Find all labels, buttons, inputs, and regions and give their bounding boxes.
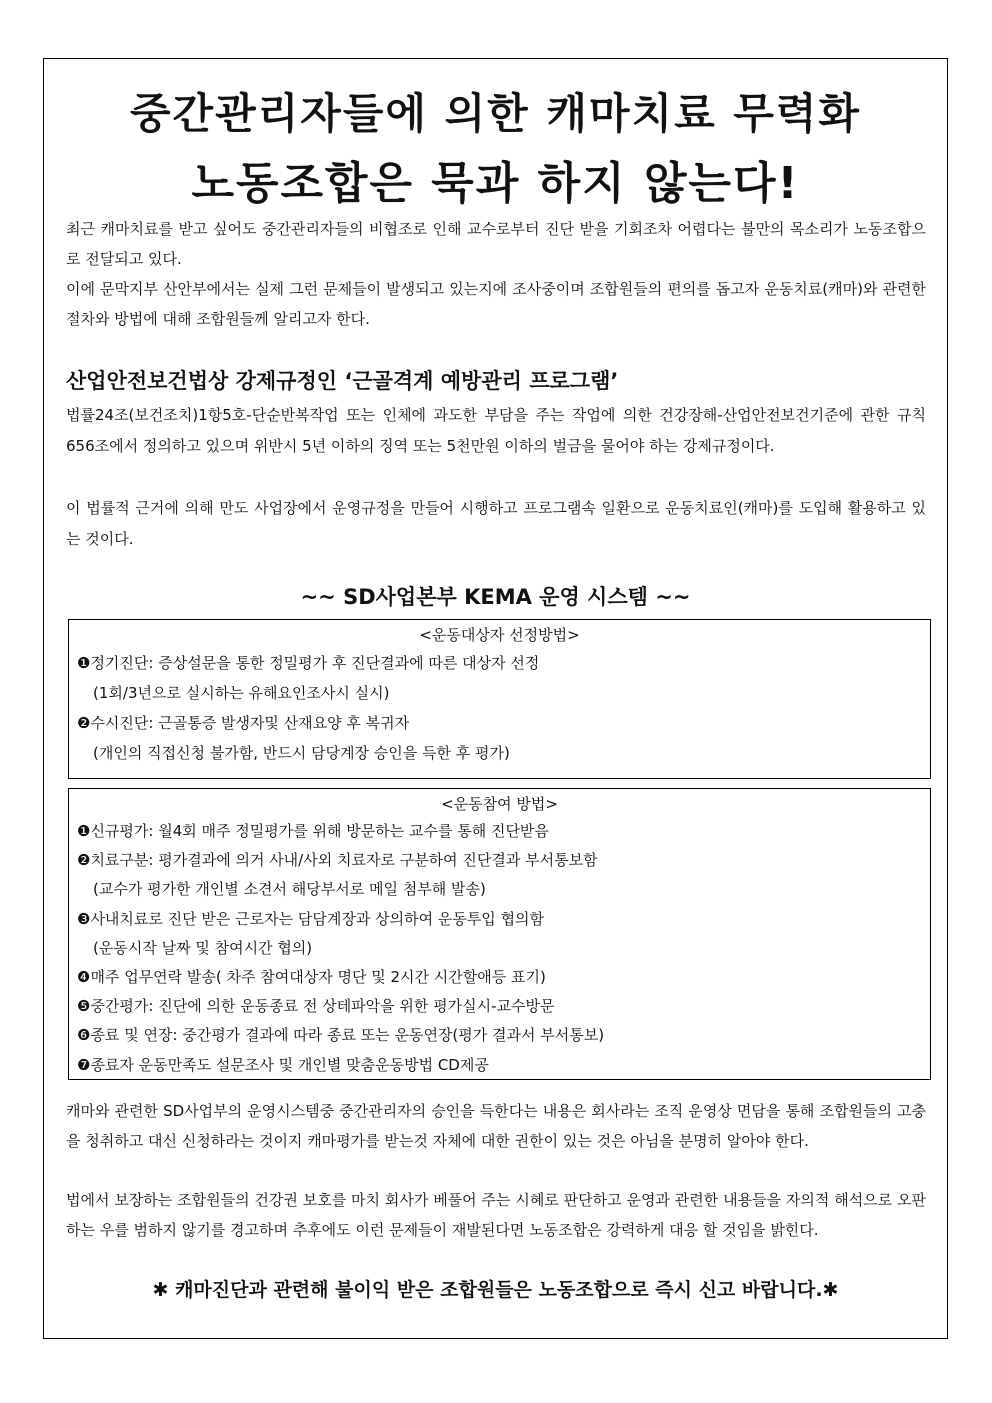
participation-line: ❺중간평가: 진단에 의한 운동종료 전 상테파악을 위한 평가실시-교수방문 [77,997,555,1016]
selection-line: (개인의 직접신청 불가함, 반드시 담당계장 승인을 득한 후 평가) [93,744,510,762]
participation-line: ❹매주 업무연락 발송( 차주 참여대상자 명단 및 2시간 시간할애등 표기) [77,968,546,987]
participation-line: (교수가 평가한 개인별 소견서 해당부서로 메일 첨부해 발송) [93,880,486,899]
law-heading: 산업안전보건법상 강제규정인 ‘근골격계 예방관리 프로그램’ [66,369,619,393]
participation-line: ❶신규평가: 월4회 매주 정밀평가를 위해 방문하는 교수를 통해 진단받음 [77,822,549,840]
participation-line: ❻종료 및 연장: 중간평가 결과에 따라 종료 또는 운동연장(평가 결과서 부서통보) [77,1026,605,1045]
participation-line: ❷치료구분: 평가결과에 의거 사내/사외 치료자로 구분하여 진단결과 부서통보함 [77,851,598,870]
intro-paragraph-1: 최근 캐마치료를 받고 싶어도 중간관리자들의 비협조로 인해 교수로부터 진단 받을 기회조차 어렵다는 불만의 목소리가 노동조합으로 전달되고 있다. [66,220,926,268]
participation-line: (운동시작 날짜 및 참여시간 협의) [93,938,313,957]
intro-paragraph-2: 이에 문막지부 산안부에서는 실제 그런 문제들이 발생되고 있는지에 조사중이며 조합원들의 편의를 돕고자 운동치료(캐마)와 관련한 절차와 방법에 대해 조합원들께 알리고자 한다. [66,280,926,328]
title-line-1: 중간관리자들에 의한 캐마치료 무력화 [129,89,862,138]
law-paragraph-2: 이 법률적 근거에 의해 만도 사업장에서 운영규정을 만들어 시행하고 프로그램속 일환으로 운동치료인(캐마)를 도입해 활용하고 있는 것이다. [66,499,926,548]
selection-line: ❷수시진단: 근골통증 발생자및 산재요양 후 복귀자 [77,714,410,732]
document-frame [43,58,948,1339]
law-paragraph-1: 법률24조(보건조치)1항5호-단순반복작업 또는 인체에 과도한 부담을 주는 작업에 의한 건강장해-산업안전보건기준에 관한 규칙 656조에서 정의하고 있으며 위반시 5년 이하의 징역 또는 5천만원 이하의 벌금을 물어야 하는 강제규정이다. [66,406,926,455]
participation-method-box [68,788,931,1080]
footer-notice: ✱ 캐마진단과 관련해 불이익 받은 조합원들은 노동조합으로 즉시 신고 바랍니다.✱ [152,1279,839,1301]
selection-line: ❶정기진단: 증상설문을 통한 정밀평가 후 진단결과에 따른 대상자 선정 [77,654,540,672]
selection-method-title: <운동대상자 선정방법> [419,626,580,644]
participation-line: ❸사내치료로 진단 받은 근로자는 담담계장과 상의하여 운동투입 협의함 [77,909,545,928]
closing-paragraph-1: 캐마와 관련한 SD사업부의 운영시스템중 중간관리자의 승인을 득한다는 내용은 회사라는 조직 운영상 면담을 통해 조합원들의 고충을 청취하고 대신 신청하라는 것이지 캐마평가를 받는것 자체에 대한 권한이 있는 것은 아님을 분명히 알아야 한다. [66,1102,926,1150]
participation-line: ❼종료자 운동만족도 설문조사 및 개인별 맞춤운동방법 CD제공 [77,1055,489,1074]
title-line-2: 노동조합은 묵과 하지 않는다! [191,158,800,209]
closing-paragraph-2: 법에서 보장하는 조합원들의 건강권 보호를 마치 회사가 베풀어 주는 시혜로 판단하고 운영과 관련한 내용들을 자의적 해석으로 오판하는 우를 범하지 않기를 경고하며 추후에도 이런 문제들이 재발된다면 노동조합은 강력하게 대응 할 것임을 밝힌다. [66,1191,926,1239]
participation-method-title: <운동참여 방법> [441,795,558,813]
selection-method-box [68,619,931,779]
system-heading: ~~ SD사업본부 KEMA 운영 시스템 ~~ [300,585,691,609]
selection-line: (1회/3년으로 실시하는 유해요인조사시 실시) [93,684,390,702]
